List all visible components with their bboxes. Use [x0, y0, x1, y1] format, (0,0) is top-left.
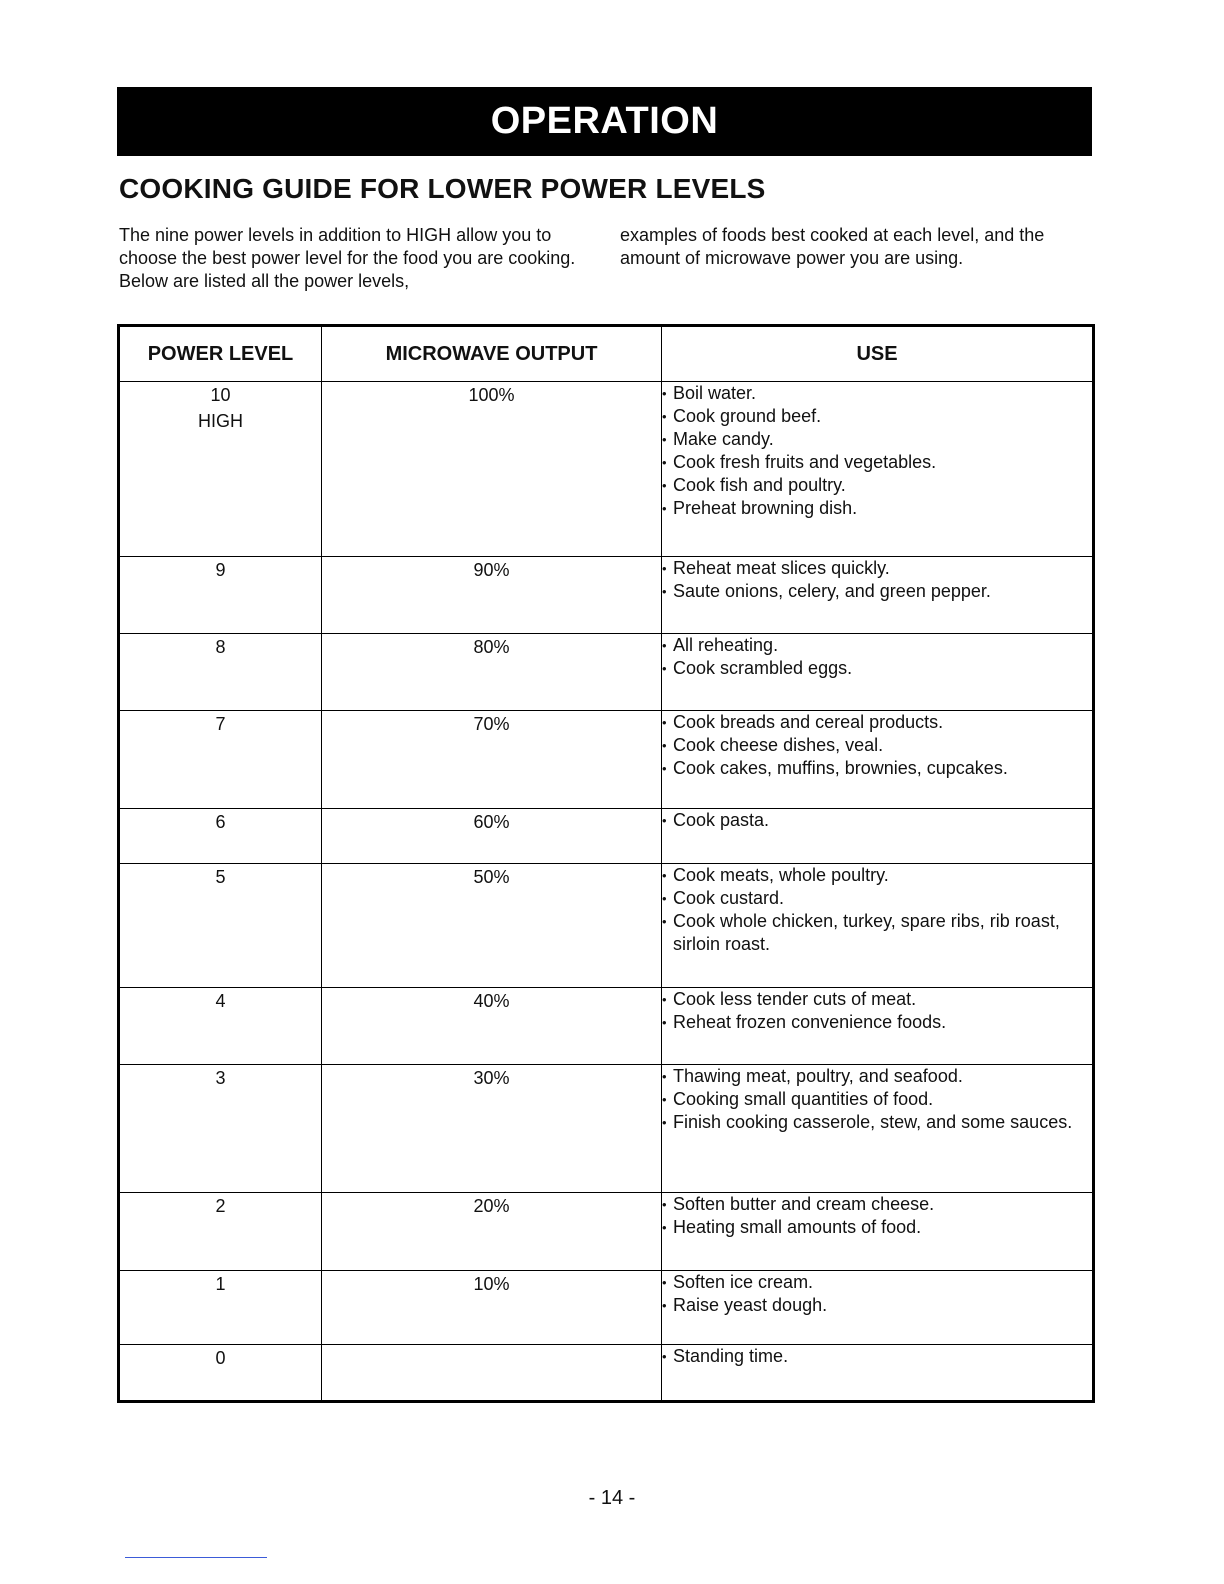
use-list — [662, 557, 1092, 603]
microwave-output-cell: 70% — [322, 711, 662, 809]
use-item: • Saute onions, celery, and green pepper. — [662, 580, 1092, 603]
table-row — [119, 711, 1094, 809]
use-item: • All reheating. — [662, 634, 1092, 657]
use-cell — [662, 988, 1094, 1065]
use-item: • Preheat browning dish. — [662, 497, 1092, 520]
use-item: • Reheat meat slices quickly. — [662, 557, 1092, 580]
section-banner — [117, 87, 1092, 156]
use-cell — [662, 1065, 1094, 1193]
use-list — [662, 988, 1092, 1034]
power-level-cell — [119, 634, 322, 711]
table-row — [119, 634, 1094, 711]
use-item: • Heating small amounts of food. — [662, 1216, 1092, 1239]
table-row — [119, 988, 1094, 1065]
use-list — [662, 1193, 1092, 1239]
power-level-table — [117, 324, 1095, 1403]
table-row — [119, 557, 1094, 634]
microwave-output-cell: 10% — [322, 1271, 662, 1345]
use-cell — [662, 1271, 1094, 1345]
use-item: • Cooking small quantities of food. — [662, 1088, 1092, 1111]
use-cell — [662, 809, 1094, 864]
intro-text-right: examples of foods best cooked at each level, and the amount of microwave power you are using. — [620, 225, 1045, 268]
power-level-cell — [119, 1193, 322, 1271]
use-item: • Cook cheese dishes, veal. — [662, 734, 1092, 757]
use-item: • Cook pasta. — [662, 809, 1092, 832]
table-row — [119, 382, 1094, 557]
use-item: • Cook less tender cuts of meat. — [662, 988, 1092, 1011]
power-level-value: 8 — [215, 637, 226, 657]
intro-column-left — [119, 224, 589, 293]
intro-column-right — [620, 224, 1080, 270]
use-list — [662, 382, 1092, 520]
use-item: • Cook scrambled eggs. — [662, 657, 1092, 680]
use-item: • Soften ice cream. — [662, 1271, 1092, 1294]
power-level-cell — [119, 1065, 322, 1193]
table-row — [119, 1345, 1094, 1402]
use-item: • Make candy. — [662, 428, 1092, 451]
power-level-value: 3 — [215, 1068, 226, 1088]
table-header-row — [119, 326, 1094, 382]
power-level-cell — [119, 1271, 322, 1345]
use-list — [662, 809, 1092, 832]
use-item: • Cook fresh fruits and vegetables. — [662, 451, 1092, 474]
table-row — [119, 809, 1094, 864]
use-cell — [662, 1345, 1094, 1402]
power-level-value: 5 — [215, 867, 226, 887]
header-microwave-output: MICROWAVE OUTPUT — [322, 326, 662, 382]
use-cell — [662, 1193, 1094, 1271]
power-level-value: 2 — [215, 1196, 226, 1216]
power-level-value: 0 — [215, 1348, 226, 1368]
use-list — [662, 711, 1092, 780]
power-level-value: 7 — [215, 714, 226, 734]
use-item: • Cook ground beef. — [662, 405, 1092, 428]
table-row — [119, 1193, 1094, 1271]
use-cell — [662, 711, 1094, 809]
intro-text-left: The nine power levels in addition to HIGH allow you to choose the best power level for the food you are cooking. Below are listed all the power levels, — [119, 225, 576, 291]
power-level-value: 10 — [210, 385, 231, 405]
use-item: • Cook fish and poultry. — [662, 474, 1092, 497]
microwave-output-cell: 80% — [322, 634, 662, 711]
power-level-cell — [119, 988, 322, 1065]
use-item: • Standing time. — [662, 1345, 1092, 1368]
use-item: • Raise yeast dough. — [662, 1294, 1092, 1317]
power-level-value: 4 — [215, 991, 226, 1011]
table-row — [119, 864, 1094, 988]
power-level-cell — [119, 864, 322, 988]
use-list — [662, 864, 1092, 956]
section-title: OPERATION — [490, 100, 719, 142]
microwave-output-cell — [322, 1345, 662, 1402]
page-heading: COOKING GUIDE FOR LOWER POWER LEVELS — [119, 173, 766, 204]
power-level-value: HIGH — [198, 411, 243, 431]
microwave-output-cell: 20% — [322, 1193, 662, 1271]
use-cell — [662, 557, 1094, 634]
power-level-value: 6 — [215, 812, 226, 832]
power-level-cell — [119, 1345, 322, 1402]
table-body — [119, 382, 1094, 1402]
use-item: • Reheat frozen convenience foods. — [662, 1011, 1092, 1034]
use-list — [662, 634, 1092, 680]
use-list — [662, 1271, 1092, 1317]
microwave-output-cell: 60% — [322, 809, 662, 864]
microwave-output-cell: 50% — [322, 864, 662, 988]
use-cell — [662, 634, 1094, 711]
use-item: • Cook cakes, muffins, brownies, cupcakes. — [662, 757, 1092, 780]
power-level-cell — [119, 382, 322, 557]
use-item: • Cook meats, whole poultry. — [662, 864, 1092, 887]
header-use: USE — [662, 326, 1094, 382]
page-number: - 14 - — [588, 1487, 636, 1509]
microwave-output-cell: 90% — [322, 557, 662, 634]
use-item: • Cook whole chicken, turkey, spare ribs, rib roast, sirloin roast. — [662, 910, 1092, 956]
use-item: • Boil water. — [662, 382, 1092, 405]
use-item: • Thawing meat, poultry, and seafood. — [662, 1065, 1092, 1088]
microwave-output-cell: 40% — [322, 988, 662, 1065]
power-level-cell — [119, 711, 322, 809]
microwave-output-cell: 30% — [322, 1065, 662, 1193]
power-level-cell — [119, 557, 322, 634]
power-level-cell — [119, 809, 322, 864]
use-item: • Cook breads and cereal products. — [662, 711, 1092, 734]
table-row — [119, 1271, 1094, 1345]
use-cell — [662, 382, 1094, 557]
use-list — [662, 1345, 1092, 1368]
header-power-level: POWER LEVEL — [119, 326, 322, 382]
microwave-output-cell: 100% — [322, 382, 662, 557]
use-cell — [662, 864, 1094, 988]
power-level-value: 9 — [215, 560, 226, 580]
use-list — [662, 1065, 1092, 1134]
use-item: • Cook custard. — [662, 887, 1092, 910]
table-row — [119, 1065, 1094, 1193]
use-item: • Soften butter and cream cheese. — [662, 1193, 1092, 1216]
footer-line — [125, 1557, 267, 1558]
power-level-value: 1 — [215, 1274, 226, 1294]
use-item: • Finish cooking casserole, stew, and some sauces. — [662, 1111, 1092, 1134]
